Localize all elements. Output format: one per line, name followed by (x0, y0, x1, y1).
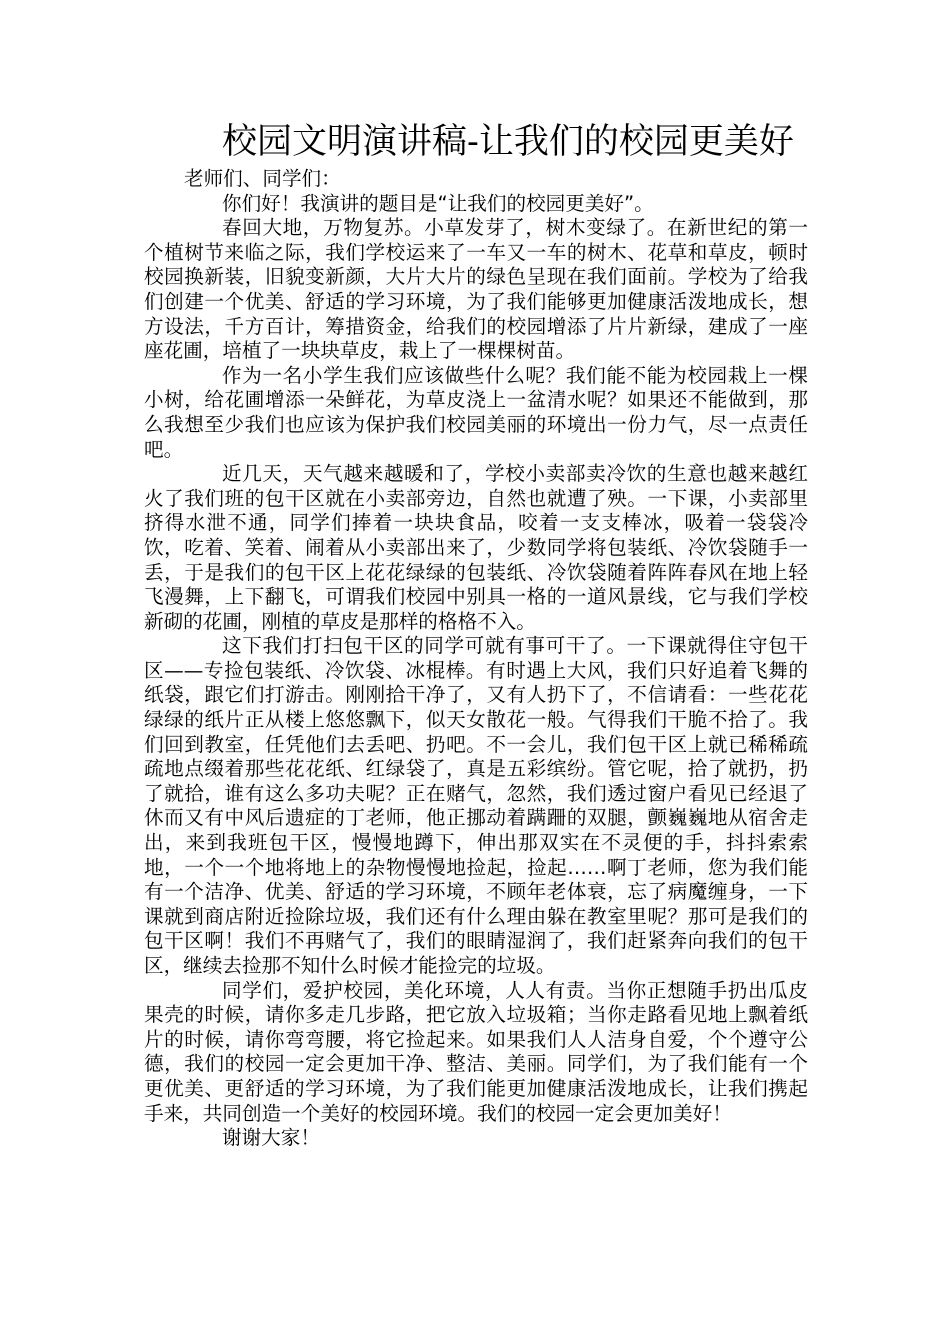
salutation: 老师们、同学们： (184, 167, 341, 190)
document-body (144, 167, 808, 1151)
paragraph-spring: 春回大地，万物复苏。小草发芽了，树木变绿了。在新世纪的第一个植树节来临之际，我们学校运来了一车又一车的树木、花草和草皮，顿时校园换新装，旧貌变新颜，大片大片的绿色呈现在我们面前。学校为了给我们创建一个优美、舒适的学习环境，为了我们能够更加健康活泼地成长，想方设法，千方百计，筹措资金，给我们的校园增添了片片新绿，建成了一座座花圃，培植了一块块草皮，栽上了一棵棵树苗。 (144, 216, 808, 363)
paragraph-teacher: 这下我们打扫包干区的同学可就有事可干了。一下课就得住守包干区——专捡包装纸、冷饮袋、冰棍棒。有时遇上大风，我们只好追着飞舞的纸袋，跟它们打游击。刚刚拾干净了，又有人扔下了，不信请看：一些花花绿绿的纸片正从楼上悠悠飘下，似天女散花一般。气得我们干脆不拾了。我们回到教室，任凭他们去丢吧、扔吧。不一会儿，我们包干区上就已稀稀疏疏地点缀着那些花花纸、红绿袋了，真是五彩缤纷。管它呢，拾了就扔，扔了就拾，谁有这么多功夫呢？正在赌气，忽然，我们透过窗户看见已经退了休而又有中风后遗症的丁老师，他正挪动着蹒跚的双腿，颤巍巍地从宿舍走出，来到我班包干区，慢慢地蹲下，伸出那双实在不灵便的手，抖抖索索地，一个一个地将地上的杂物慢慢地捡起，捡起……啊丁老师，您为我们能有一个洁净、优美、舒适的学习环境，不顾年老体衰，忘了病魔缠身，一下课就到商店附近捡除垃圾，我们还有什么理由躲在教室里呢？那可是我们的包干区啊！我们不再赌气了，我们的眼睛湿润了，我们赶紧奔向我们的包干区，继续去捡那不知什么时候才能捡完的垃圾。 (144, 634, 808, 977)
paragraph-litter: 近几天，天气越来越暖和了，学校小卖部卖冷饮的生意也越来越红火了我们班的包干区就在小卖部旁边，自然也就遭了殃。一下课，小卖部里挤得水泄不通，同学们捧着一块块食品，咬着一支支棒冰，吸着一袋袋冷饮，吃着、笑着、闹着从小卖部出来了，少数同学将包装纸、冷饮袋随手一丢，于是我们的包干区上花花绿绿的包装纸、冷饮袋随着阵阵春风在地上轻飞漫舞，上下翻飞，可谓我们校园中别具一格的一道风景线，它与我们学校新砌的花圃，刚植的草皮是那样的格格不入。 (144, 462, 808, 633)
paragraph-greeting: 你们好！我演讲的题目是“让我们的校园更美好”。 (222, 191, 654, 215)
paragraph-appeal: 同学们，爱护校园，美化环境，人人有责。当你正想随手扔出瓜皮果壳的时候，请你多走几步路，把它放入垃圾箱；当你走路看见地上飘着纸片的时候，请你弯弯腰，将它捡起来。如果我们人人洁身自爱，个个遵守公德，我们的校园一定会更加干净、整洁、美丽。同学们，为了我们能有一个更优美、更舒适的学习环境，为了我们能更加健康活泼地成长，让我们携起手来，共同创造一个美好的校园环境。我们的校园一定会更加美好！ (144, 978, 808, 1125)
document-title: 校园文明演讲稿-让我们的校园更美好 (222, 122, 794, 162)
closing: 谢谢大家！ (222, 1126, 320, 1150)
paragraph-question: 作为一名小学生我们应该做些什么呢？我们能不能为校园栽上一棵小树，给花圃增添一朵鲜花，为草皮浇上一盆清水呢？如果还不能做到，那么我想至少我们也应该为保护我们校园美丽的环境出一份力气，尽一点责任吧。 (144, 363, 808, 461)
